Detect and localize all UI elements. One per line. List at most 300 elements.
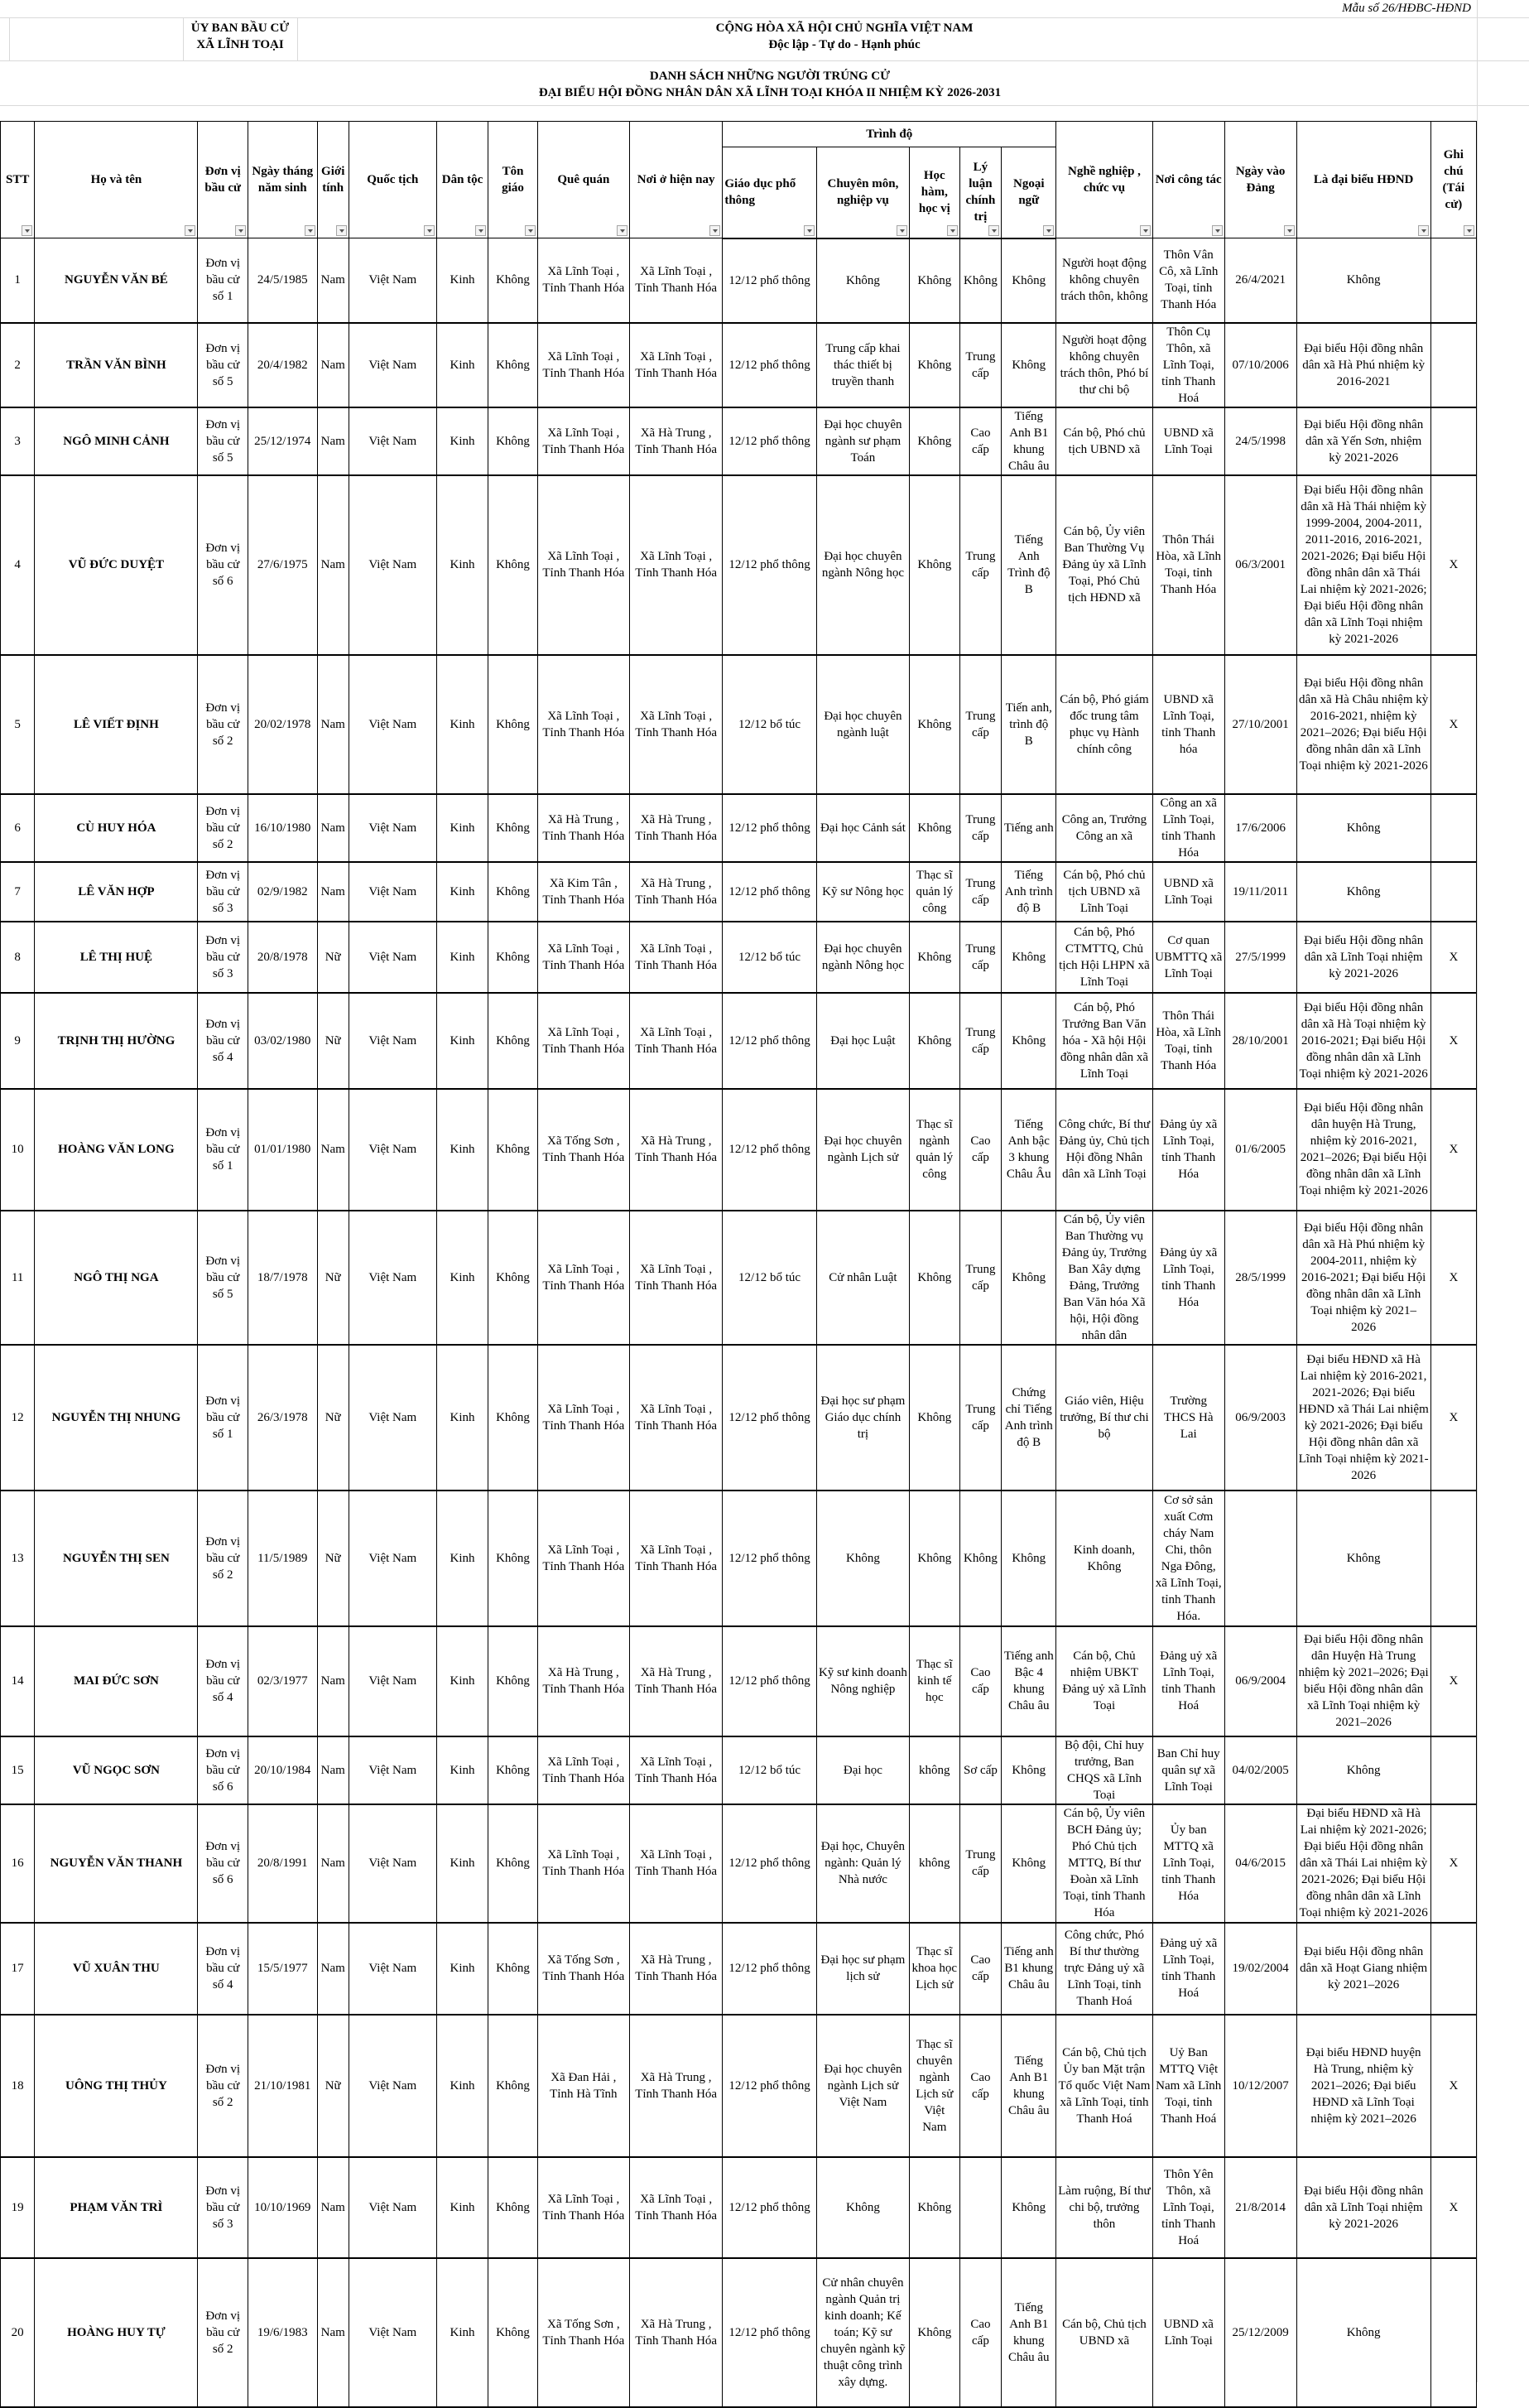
cell-note[interactable] [1430,1491,1476,1626]
cell-general-edu[interactable]: 12/12 phổ thông [723,238,816,323]
cell-religion[interactable]: Không [488,2258,537,2407]
cell-ethnicity[interactable]: Kinh [436,2258,488,2407]
cell-religion[interactable]: Không [488,238,537,323]
cell-workplace[interactable]: Ủy ban MTTQ xã Lĩnh Toại, tỉnh Thanh Hóa [1152,1804,1224,1923]
cell-gender[interactable]: Nam [317,1089,349,1211]
cell-gender[interactable]: Nữ [317,1211,349,1345]
cell-nationality[interactable]: Việt Nam [349,2258,436,2407]
cell-dob[interactable]: 19/6/1983 [248,2258,317,2407]
cell-nationality[interactable]: Việt Nam [349,323,436,407]
cell-stt[interactable]: 20 [1,2258,35,2407]
cell-religion[interactable]: Không [488,993,537,1089]
cell-party-date[interactable]: 06/3/2001 [1224,475,1296,655]
cell-occupation[interactable]: Làm ruộng, Bí thư chi bộ, trưởng thôn [1056,2157,1153,2258]
cell-language[interactable]: Tiếng Anh B1 khung Châu âu [1002,2015,1056,2157]
filter-dropdown-icon[interactable] [185,225,195,236]
cell-political[interactable]: Trung cấp [959,475,1002,655]
cell-dob[interactable]: 20/8/1978 [248,922,317,993]
cell-language[interactable]: Tiếng Anh trình độ B [1002,862,1056,922]
cell-political[interactable]: Cao cấp [959,1089,1002,1211]
cell-workplace[interactable]: Thôn Thái Hòa, xã Lĩnh Toại, tỉnh Thanh Hóa [1152,475,1224,655]
cell-occupation[interactable]: Cán bộ, Phó CTMTTQ, Chủ tịch Hội LHPN xã Lĩnh Toại [1056,922,1153,993]
cell-residence[interactable]: Xã Hà Trung , Tỉnh Thanh Hóa [629,1923,722,2015]
cell-nationality[interactable]: Việt Nam [349,1626,436,1736]
cell-degree[interactable]: Thạc sĩ chuyên ngành Lịch sử Việt Nam [910,2015,959,2157]
cell-residence[interactable]: Xã Hà Trung , Tỉnh Thanh Hóa [629,407,722,475]
cell-religion[interactable]: Không [488,1804,537,1923]
cell-nationality[interactable]: Việt Nam [349,238,436,323]
filter-dropdown-icon[interactable] [336,225,347,236]
cell-stt[interactable]: 6 [1,794,35,862]
cell-nationality[interactable]: Việt Nam [349,862,436,922]
cell-religion[interactable]: Không [488,862,537,922]
filter-dropdown-icon[interactable] [617,225,627,236]
cell-nationality[interactable]: Việt Nam [349,1211,436,1345]
cell-stt[interactable]: 19 [1,2157,35,2258]
cell-general-edu[interactable]: 12/12 bổ túc [723,655,816,794]
cell-residence[interactable]: Xã Hà Trung , Tỉnh Thanh Hóa [629,2015,722,2157]
cell-delegate[interactable]: Đại biểu Hội đồng nhân dân xã Lĩnh Toại nhiệm kỳ 2021-2026 [1296,922,1430,993]
cell-unit[interactable]: Đơn vị bầu cử số 3 [198,862,248,922]
cell-residence[interactable]: Xã Hà Trung , Tỉnh Thanh Hóa [629,1089,722,1211]
filter-dropdown-icon[interactable] [804,225,815,236]
cell-dob[interactable]: 27/6/1975 [248,475,317,655]
cell-gender[interactable]: Nam [317,655,349,794]
cell-dob[interactable]: 24/5/1985 [248,238,317,323]
cell-religion[interactable]: Không [488,323,537,407]
cell-delegate[interactable]: Không [1296,2258,1430,2407]
cell-workplace[interactable]: Thôn Thái Hòa, xã Lĩnh Toại, tỉnh Thanh Hóa [1152,993,1224,1089]
cell-note[interactable] [1430,1736,1476,1804]
cell-general-edu[interactable]: 12/12 bổ túc [723,1736,816,1804]
cell-dob[interactable]: 20/10/1984 [248,1736,317,1804]
cell-residence[interactable]: Xã Hà Trung , Tỉnh Thanh Hóa [629,794,722,862]
cell-political[interactable]: Trung cấp [959,993,1002,1089]
cell-delegate[interactable]: Đại biểu Hội đồng nhân dân xã Yến Sơn, nhiệm kỳ 2021-2026 [1296,407,1430,475]
cell-delegate[interactable]: Đại biểu Hội đồng nhân dân xã Hà Toại nhiệm kỳ 2016-2021; Đại biểu Hội đồng nhân dân xã Lĩnh Toại nhiệm kỳ 2021-2026 [1296,993,1430,1089]
cell-nationality[interactable]: Việt Nam [349,1491,436,1626]
cell-name[interactable]: CÙ HUY HÓA [35,794,198,862]
cell-delegate[interactable]: Đại biểu Hội đồng nhân dân Huyện Hà Trung nhiệm kỳ 2021–2026; Đại biểu Hội đồng nhân dân xã Lĩnh Toại nhiệm kỳ 2021–2026 [1296,1626,1430,1736]
cell-degree[interactable]: Không [910,238,959,323]
cell-occupation[interactable]: Công chức, Bí thư Đảng ủy, Chủ tịch Hội đồng Nhân dân xã Lĩnh Toại [1056,1089,1153,1211]
cell-workplace[interactable]: Đảng uỷ xã Lĩnh Toại, tỉnh Thanh Hoá [1152,1923,1224,2015]
cell-general-edu[interactable]: 12/12 phổ thông [723,2157,816,2258]
cell-delegate[interactable]: Đại biểu Hội đồng nhân dân huyện Hà Trung, nhiệm kỳ 2016-2021, 2021–2026; Đại biểu Hội đồng nhân dân xã Lĩnh Toại nhiệm kỳ 2021-2026 [1296,1089,1430,1211]
cell-religion[interactable]: Không [488,1736,537,1804]
cell-unit[interactable]: Đơn vị bầu cử số 6 [198,475,248,655]
cell-degree[interactable]: Thạc sĩ khoa học Lịch sử [910,1923,959,2015]
cell-party-date[interactable]: 26/4/2021 [1224,238,1296,323]
cell-delegate[interactable]: Đại biểu HĐND xã Hà Lai nhiệm kỳ 2016-2021, 2021-2026; Đại biểu HĐND xã Thái Lai nhiệm kỳ 2021-2026; Đại biểu Hội đồng nhân dân xã Lĩnh Toại nhiệm kỳ 2021-2026 [1296,1345,1430,1491]
cell-political[interactable] [959,2157,1002,2258]
cell-unit[interactable]: Đơn vị bầu cử số 5 [198,323,248,407]
cell-delegate[interactable]: Không [1296,1736,1430,1804]
cell-gender[interactable]: Nam [317,1736,349,1804]
cell-residence[interactable]: Xã Hà Trung , Tỉnh Thanh Hóa [629,1626,722,1736]
cell-nationality[interactable]: Việt Nam [349,1804,436,1923]
cell-stt[interactable]: 14 [1,1626,35,1736]
cell-name[interactable]: MAI ĐỨC SƠN [35,1626,198,1736]
cell-language[interactable]: Không [1002,1736,1056,1804]
filter-dropdown-icon[interactable] [1043,225,1054,236]
filter-dropdown-icon[interactable] [235,225,246,236]
cell-workplace[interactable]: Công an xã Lĩnh Toại, tỉnh Thanh Hóa [1152,794,1224,862]
cell-nationality[interactable]: Việt Nam [349,2157,436,2258]
cell-specialty[interactable]: Đại học sư phạm lịch sử [816,1923,909,2015]
cell-specialty[interactable]: Đại học chuyên ngành Nông học [816,475,909,655]
cell-residence[interactable]: Xã Lĩnh Toại , Tỉnh Thanh Hóa [629,2157,722,2258]
cell-ethnicity[interactable]: Kinh [436,993,488,1089]
cell-name[interactable]: VŨ ĐỨC DUYỆT [35,475,198,655]
cell-party-date[interactable]: 01/6/2005 [1224,1089,1296,1211]
filter-dropdown-icon[interactable] [475,225,486,236]
filter-dropdown-icon[interactable] [22,225,32,236]
filter-dropdown-icon[interactable] [1284,225,1295,236]
cell-language[interactable]: Không [1002,323,1056,407]
cell-political[interactable]: Trung cấp [959,794,1002,862]
cell-specialty[interactable]: Cử nhân chuyên ngành Quản trị kinh doanh; Kế toán; Kỹ sư chuyên ngành kỹ thuật công trình xây dựng. [816,2258,909,2407]
cell-residence[interactable]: Xã Lĩnh Toại , Tỉnh Thanh Hóa [629,238,722,323]
cell-degree[interactable]: Không [910,2258,959,2407]
cell-general-edu[interactable]: 12/12 phổ thông [723,2258,816,2407]
cell-general-edu[interactable]: 12/12 phổ thông [723,1923,816,2015]
cell-ethnicity[interactable]: Kinh [436,1804,488,1923]
cell-hometown[interactable]: Xã Lĩnh Toại , Tỉnh Thanh Hóa [537,323,629,407]
cell-party-date[interactable]: 21/8/2014 [1224,2157,1296,2258]
cell-workplace[interactable]: Thôn Yên Thôn, xã Lĩnh Toại, tỉnh Thanh Hoá [1152,2157,1224,2258]
cell-residence[interactable]: Xã Hà Trung , Tỉnh Thanh Hóa [629,2258,722,2407]
cell-hometown[interactable]: Xã Lĩnh Toại , Tỉnh Thanh Hóa [537,1345,629,1491]
cell-name[interactable]: PHẠM VĂN TRÌ [35,2157,198,2258]
cell-dob[interactable]: 20/4/1982 [248,323,317,407]
cell-note[interactable]: X [1430,1626,1476,1736]
cell-hometown[interactable]: Xã Hà Trung , Tỉnh Thanh Hóa [537,1626,629,1736]
cell-occupation[interactable]: Cán bộ, Ủy viên Ban Thường Vụ Đảng ủy xã Lĩnh Toại, Phó Chủ tịch HĐND xã [1056,475,1153,655]
cell-stt[interactable]: 8 [1,922,35,993]
cell-party-date[interactable]: 06/9/2004 [1224,1626,1296,1736]
cell-note[interactable]: X [1430,993,1476,1089]
cell-religion[interactable]: Không [488,1211,537,1345]
cell-stt[interactable]: 10 [1,1089,35,1211]
cell-dob[interactable]: 25/12/1974 [248,407,317,475]
cell-religion[interactable]: Không [488,1345,537,1491]
cell-workplace[interactable]: Đảng ủy xã Lĩnh Toại, tỉnh Thanh Hóa [1152,1089,1224,1211]
cell-residence[interactable]: Xã Lĩnh Toại , Tỉnh Thanh Hóa [629,1804,722,1923]
cell-workplace[interactable]: Cơ sở sản xuất Cơm cháy Nam Chi, thôn Nga Đông, xã Lĩnh Toại, tỉnh Thanh Hóa. [1152,1491,1224,1626]
cell-party-date[interactable]: 10/12/2007 [1224,2015,1296,2157]
cell-dob[interactable]: 15/5/1977 [248,1923,317,2015]
cell-political[interactable]: Cao cấp [959,2258,1002,2407]
cell-nationality[interactable]: Việt Nam [349,1736,436,1804]
cell-delegate[interactable]: Đại biểu Hội đồng nhân dân xã Hà Phú nhiệm kỳ 2016-2021 [1296,323,1430,407]
cell-degree[interactable]: Không [910,475,959,655]
filter-dropdown-icon[interactable] [525,225,536,236]
cell-occupation[interactable]: Giáo viên, Hiệu trưởng, Bí thư chi bộ [1056,1345,1153,1491]
cell-delegate[interactable]: Đại biểu Hội đồng nhân dân xã Lĩnh Toại nhiệm kỳ 2021-2026 [1296,2157,1430,2258]
cell-name[interactable]: NGUYỄN THỊ NHUNG [35,1345,198,1491]
cell-party-date[interactable]: 27/10/2001 [1224,655,1296,794]
cell-hometown[interactable]: Xã Đan Hải , Tỉnh Hà Tĩnh [537,2015,629,2157]
cell-note[interactable]: X [1430,922,1476,993]
cell-occupation[interactable]: Công an, Trưởng Công an xã [1056,794,1153,862]
cell-ethnicity[interactable]: Kinh [436,922,488,993]
cell-stt[interactable]: 5 [1,655,35,794]
cell-general-edu[interactable]: 12/12 bổ túc [723,922,816,993]
cell-stt[interactable]: 12 [1,1345,35,1491]
cell-residence[interactable]: Xã Lĩnh Toại , Tỉnh Thanh Hóa [629,1211,722,1345]
cell-unit[interactable]: Đơn vị bầu cử số 2 [198,794,248,862]
filter-dropdown-icon[interactable] [1464,225,1474,236]
cell-gender[interactable]: Nam [317,238,349,323]
cell-name[interactable]: TRỊNH THỊ HƯỜNG [35,993,198,1089]
cell-general-edu[interactable]: 12/12 phổ thông [723,1345,816,1491]
cell-occupation[interactable]: Cán bộ, Phó Trưởng Ban Văn hóa - Xã hội Hội đồng nhân dân xã Lĩnh Toại [1056,993,1153,1089]
cell-ethnicity[interactable]: Kinh [436,1345,488,1491]
cell-dob[interactable]: 16/10/1980 [248,794,317,862]
cell-unit[interactable]: Đơn vị bầu cử số 2 [198,2015,248,2157]
cell-unit[interactable]: Đơn vị bầu cử số 2 [198,1491,248,1626]
cell-unit[interactable]: Đơn vị bầu cử số 3 [198,2157,248,2258]
cell-party-date[interactable]: 19/02/2004 [1224,1923,1296,2015]
cell-note[interactable]: X [1430,1211,1476,1345]
cell-occupation[interactable]: Cán bộ, Phó chủ tịch UBND xã Lĩnh Toại [1056,862,1153,922]
cell-general-edu[interactable]: 12/12 phổ thông [723,475,816,655]
cell-degree[interactable]: Không [910,323,959,407]
filter-dropdown-icon[interactable] [897,225,907,236]
cell-language[interactable]: Tiếng anh B1 khung Châu âu [1002,1923,1056,2015]
cell-gender[interactable]: Nam [317,475,349,655]
cell-degree[interactable]: Không [910,1491,959,1626]
cell-unit[interactable]: Đơn vị bầu cử số 2 [198,655,248,794]
cell-general-edu[interactable]: 12/12 bổ túc [723,1211,816,1345]
cell-dob[interactable]: 20/8/1991 [248,1804,317,1923]
cell-hometown[interactable]: Xã Lĩnh Toại , Tỉnh Thanh Hóa [537,238,629,323]
cell-nationality[interactable]: Việt Nam [349,993,436,1089]
cell-gender[interactable]: Nam [317,1923,349,2015]
cell-stt[interactable]: 16 [1,1804,35,1923]
cell-hometown[interactable]: Xã Lĩnh Toại , Tỉnh Thanh Hóa [537,1491,629,1626]
cell-note[interactable] [1430,407,1476,475]
cell-nationality[interactable]: Việt Nam [349,2015,436,2157]
cell-name[interactable]: NGÔ THỊ NGA [35,1211,198,1345]
cell-delegate[interactable]: Không [1296,1491,1430,1626]
cell-residence[interactable]: Xã Lĩnh Toại , Tỉnh Thanh Hóa [629,323,722,407]
cell-party-date[interactable]: 17/6/2006 [1224,794,1296,862]
cell-religion[interactable]: Không [488,1923,537,2015]
cell-nationality[interactable]: Việt Nam [349,1923,436,2015]
cell-hometown[interactable]: Xã Kim Tân , Tỉnh Thanh Hóa [537,862,629,922]
cell-name[interactable]: VŨ NGỌC SƠN [35,1736,198,1804]
cell-nationality[interactable]: Việt Nam [349,407,436,475]
cell-gender[interactable]: Nam [317,794,349,862]
cell-general-edu[interactable]: 12/12 phổ thông [723,794,816,862]
cell-stt[interactable]: 11 [1,1211,35,1345]
cell-delegate[interactable]: Đại biểu Hội đồng nhân dân xã Hoạt Giang nhiệm kỳ 2021–2026 [1296,1923,1430,2015]
cell-religion[interactable]: Không [488,655,537,794]
cell-political[interactable]: Trung cấp [959,655,1002,794]
cell-language[interactable]: Tiếng Anh B1 khung Châu âu [1002,407,1056,475]
cell-ethnicity[interactable]: Kinh [436,1923,488,2015]
filter-dropdown-icon[interactable] [424,225,435,236]
cell-occupation[interactable]: Cán bộ, Ủy viên Ban Thường vụ Đảng ủy, Trưởng Ban Xây dựng Đảng, Trưởng Ban Văn hóa Xã hội, Hội đồng nhân dân [1056,1211,1153,1345]
filter-dropdown-icon[interactable] [709,225,720,236]
cell-occupation[interactable]: Cán bộ, Phó giám đốc trung tâm phục vụ Hành chính công [1056,655,1153,794]
cell-religion[interactable]: Không [488,2157,537,2258]
cell-gender[interactable]: Nam [317,2157,349,2258]
filter-dropdown-icon[interactable] [1140,225,1151,236]
cell-name[interactable]: NGUYỄN THỊ SEN [35,1491,198,1626]
cell-dob[interactable]: 10/10/1969 [248,2157,317,2258]
cell-name[interactable]: NGÔ MINH CẢNH [35,407,198,475]
cell-workplace[interactable]: UBND xã Lĩnh Toại [1152,2258,1224,2407]
cell-religion[interactable]: Không [488,794,537,862]
cell-gender[interactable]: Nam [317,2258,349,2407]
cell-party-date[interactable] [1224,1491,1296,1626]
cell-hometown[interactable]: Xã Tống Sơn , Tỉnh Thanh Hóa [537,1923,629,2015]
cell-unit[interactable]: Đơn vị bầu cử số 2 [198,2258,248,2407]
cell-ethnicity[interactable]: Kinh [436,1089,488,1211]
cell-language[interactable]: Tiếng anh Bậc 4 khung Châu âu [1002,1626,1056,1736]
cell-party-date[interactable]: 27/5/1999 [1224,922,1296,993]
cell-dob[interactable]: 21/10/1981 [248,2015,317,2157]
cell-residence[interactable]: Xã Lĩnh Toại , Tỉnh Thanh Hóa [629,1736,722,1804]
cell-political[interactable]: Cao cấp [959,1626,1002,1736]
cell-religion[interactable]: Không [488,2015,537,2157]
cell-name[interactable]: VŨ XUÂN THU [35,1923,198,2015]
cell-nationality[interactable]: Việt Nam [349,655,436,794]
cell-language[interactable]: Không [1002,1491,1056,1626]
cell-stt[interactable]: 3 [1,407,35,475]
cell-political[interactable]: Cao cấp [959,2015,1002,2157]
cell-note[interactable]: X [1430,475,1476,655]
cell-language[interactable]: Chứng chỉ Tiếng Anh trình độ B [1002,1345,1056,1491]
cell-degree[interactable]: Không [910,407,959,475]
cell-stt[interactable]: 18 [1,2015,35,2157]
cell-specialty[interactable]: Không [816,238,909,323]
cell-unit[interactable]: Đơn vị bầu cử số 4 [198,1923,248,2015]
cell-nationality[interactable]: Việt Nam [349,475,436,655]
cell-name[interactable]: LÊ THỊ HUỆ [35,922,198,993]
cell-delegate[interactable]: Không [1296,238,1430,323]
cell-stt[interactable]: 15 [1,1736,35,1804]
cell-language[interactable]: Tiếng Anh bậc 3 khung Châu Âu [1002,1089,1056,1211]
cell-general-edu[interactable]: 12/12 phổ thông [723,993,816,1089]
cell-degree[interactable]: Không [910,2157,959,2258]
cell-specialty[interactable]: Đại học chuyên ngành sư phạm Toán [816,407,909,475]
filter-dropdown-icon[interactable] [988,225,999,236]
cell-specialty[interactable]: Trung cấp khai thác thiết bị truyền thanh [816,323,909,407]
cell-dob[interactable]: 01/01/1980 [248,1089,317,1211]
cell-nationality[interactable]: Việt Nam [349,1089,436,1211]
cell-stt[interactable]: 1 [1,238,35,323]
cell-occupation[interactable]: Cán bộ, Ủy viên BCH Đảng ủy; Phó Chủ tịch MTTQ, Bí thư Đoàn xã Lĩnh Toại, tỉnh Thanh Hóa [1056,1804,1153,1923]
cell-note[interactable] [1430,238,1476,323]
cell-delegate[interactable]: Đại biểu Hội đồng nhân dân xã Hà Thái nhiệm kỳ 1999-2004, 2004-2011, 2011-2016, 2016-2021, 2021-2026; Đại biểu Hội đồng nhân dân xã Thái Lai nhiệm kỳ 2021-2026; Đại biểu Hội đồng nhân dân xã Lĩnh Toại nhiệm kỳ 2021-2026 [1296,475,1430,655]
cell-gender[interactable]: Nam [317,862,349,922]
cell-party-date[interactable]: 07/10/2006 [1224,323,1296,407]
cell-workplace[interactable]: Thôn Vân Cô, xã Lĩnh Toại, tỉnh Thanh Hóa [1152,238,1224,323]
cell-religion[interactable]: Không [488,1626,537,1736]
cell-workplace[interactable]: UBND xã Lĩnh Toại [1152,407,1224,475]
cell-note[interactable]: X [1430,1804,1476,1923]
cell-occupation[interactable]: Người hoạt động không chuyên trách thôn, Phó bí thư chi bộ [1056,323,1153,407]
cell-unit[interactable]: Đơn vị bầu cử số 6 [198,1804,248,1923]
cell-residence[interactable]: Xã Lĩnh Toại , Tỉnh Thanh Hóa [629,475,722,655]
cell-specialty[interactable]: Không [816,2157,909,2258]
cell-specialty[interactable]: Đại học [816,1736,909,1804]
cell-note[interactable]: X [1430,655,1476,794]
cell-language[interactable]: Không [1002,922,1056,993]
cell-unit[interactable]: Đơn vị bầu cử số 3 [198,922,248,993]
cell-residence[interactable]: Xã Lĩnh Toại , Tỉnh Thanh Hóa [629,1345,722,1491]
cell-specialty[interactable]: Kỹ sư kinh doanh Nông nghiệp [816,1626,909,1736]
cell-gender[interactable]: Nam [317,407,349,475]
cell-name[interactable]: NGUYỄN VĂN THANH [35,1804,198,1923]
cell-delegate[interactable]: Đại biểu Hội đồng nhân dân xã Hà Châu nhiệm kỳ 2016-2021, nhiệm kỳ 2021–2026; Đại biểu Hội đồng nhân dân xã Lĩnh Toại nhiệm kỳ 2021-2026 [1296,655,1430,794]
cell-religion[interactable]: Không [488,475,537,655]
cell-general-edu[interactable]: 12/12 phổ thông [723,323,816,407]
cell-general-edu[interactable]: 12/12 phổ thông [723,862,816,922]
cell-unit[interactable]: Đơn vị bầu cử số 4 [198,993,248,1089]
cell-party-date[interactable]: 04/6/2015 [1224,1804,1296,1923]
cell-dob[interactable]: 20/02/1978 [248,655,317,794]
cell-ethnicity[interactable]: Kinh [436,655,488,794]
cell-specialty[interactable]: Đại học chuyên ngành Lịch sử Việt Nam [816,2015,909,2157]
cell-delegate[interactable]: Không [1296,794,1430,862]
cell-specialty[interactable]: Đại học Cảnh sát [816,794,909,862]
cell-name[interactable]: TRẦN VĂN BÌNH [35,323,198,407]
cell-delegate[interactable]: Đại biểu HĐND xã Hà Lai nhiệm kỳ 2021-2026; Đại biểu Hội đồng nhân dân xã Thái Lai nhiệm kỳ 2021-2026; Đại biểu Hội đồng nhân dân xã Lĩnh Toại nhiệm kỳ 2021-2026 [1296,1804,1430,1923]
cell-gender[interactable]: Nữ [317,922,349,993]
cell-ethnicity[interactable]: Kinh [436,794,488,862]
cell-specialty[interactable]: Không [816,1491,909,1626]
cell-specialty[interactable]: Đại học, Chuyên ngành: Quản lý Nhà nước [816,1804,909,1923]
cell-stt[interactable]: 4 [1,475,35,655]
cell-unit[interactable]: Đơn vị bầu cử số 1 [198,238,248,323]
filter-dropdown-icon[interactable] [1212,225,1223,236]
cell-note[interactable] [1430,794,1476,862]
cell-name[interactable]: NGUYỄN VĂN BÉ [35,238,198,323]
cell-unit[interactable]: Đơn vị bầu cử số 5 [198,1211,248,1345]
cell-hometown[interactable]: Xã Lĩnh Toại , Tỉnh Thanh Hóa [537,1211,629,1345]
cell-general-edu[interactable]: 12/12 phổ thông [723,1626,816,1736]
cell-name[interactable]: LÊ VĂN HỢP [35,862,198,922]
cell-occupation[interactable]: Bộ đội, Chỉ huy trưởng, Ban CHQS xã Lĩnh Toại [1056,1736,1153,1804]
cell-ethnicity[interactable]: Kinh [436,862,488,922]
cell-general-edu[interactable]: 12/12 phổ thông [723,1804,816,1923]
cell-note[interactable]: X [1430,2015,1476,2157]
cell-workplace[interactable]: Uỷ Ban MTTQ Việt Nam xã Lĩnh Toại, tỉnh Thanh Hoá [1152,2015,1224,2157]
cell-note[interactable] [1430,323,1476,407]
cell-nationality[interactable]: Việt Nam [349,794,436,862]
cell-workplace[interactable]: Ban Chỉ huy quân sự xã Lĩnh Toại [1152,1736,1224,1804]
cell-political[interactable]: Trung cấp [959,1211,1002,1345]
cell-hometown[interactable]: Xã Lĩnh Toại , Tỉnh Thanh Hóa [537,407,629,475]
cell-party-date[interactable]: 24/5/1998 [1224,407,1296,475]
cell-language[interactable]: Không [1002,1804,1056,1923]
cell-unit[interactable]: Đơn vị bầu cử số 5 [198,407,248,475]
cell-name[interactable]: UÔNG THỊ THỦY [35,2015,198,2157]
cell-stt[interactable]: 7 [1,862,35,922]
filter-dropdown-icon[interactable] [305,225,315,236]
cell-hometown[interactable]: Xã Lĩnh Toại , Tỉnh Thanh Hóa [537,655,629,794]
cell-language[interactable]: Tiếng Anh B1 khung Châu âu [1002,2258,1056,2407]
cell-political[interactable]: Trung cấp [959,862,1002,922]
cell-ethnicity[interactable]: Kinh [436,238,488,323]
cell-dob[interactable]: 03/02/1980 [248,993,317,1089]
cell-ethnicity[interactable]: Kinh [436,1736,488,1804]
